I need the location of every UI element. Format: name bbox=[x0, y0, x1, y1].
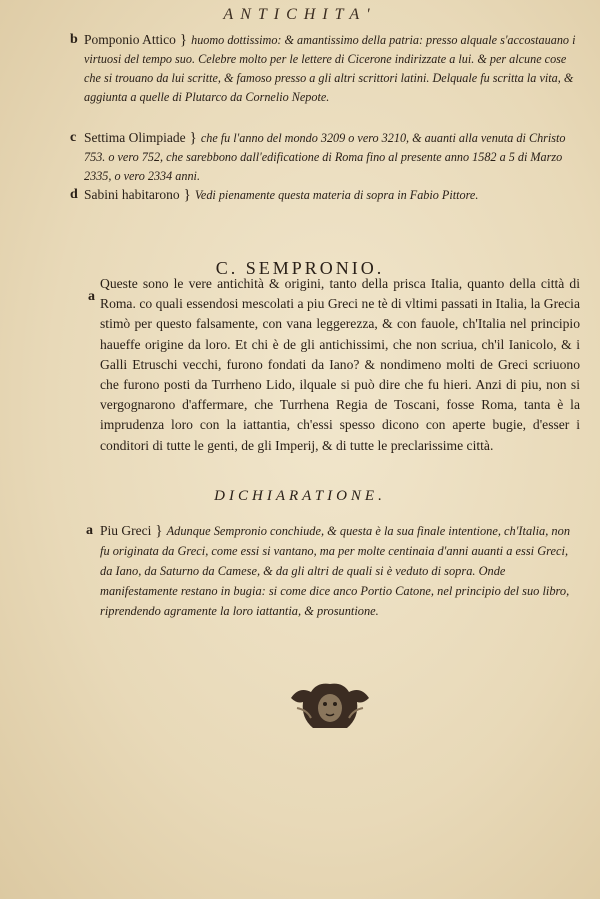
note-lemma: Settima Olimpiade bbox=[84, 130, 186, 145]
brace-glyph: } bbox=[183, 187, 191, 203]
note-key: b bbox=[70, 32, 78, 47]
note-d bbox=[70, 185, 580, 205]
note-text: Vedi pienamente questa materia di sopra in Fabio Pittore. bbox=[194, 188, 479, 202]
note-text: che fu l'anno del mondo 3209 o vero 3210, & auanti alla venuta di Christo 753. o vero 752, che sarebbono dall'edificatione di Roma fino al presente anno 1582 a 5 di Marzo 2335, o vero 2334 anni. bbox=[84, 131, 566, 183]
running-head: ANTICHITA' bbox=[223, 6, 377, 23]
note-key: a bbox=[86, 523, 93, 538]
body-marker: a bbox=[88, 289, 95, 304]
note-lemma: Piu Greci bbox=[100, 523, 152, 538]
note-b bbox=[70, 30, 580, 107]
note-a bbox=[86, 521, 582, 621]
note-key: d bbox=[70, 187, 78, 202]
brace-glyph: } bbox=[179, 32, 188, 48]
brace-glyph: } bbox=[189, 130, 197, 146]
brace-glyph: } bbox=[155, 523, 163, 539]
note-lemma: Pomponio Attico bbox=[84, 32, 176, 47]
subhead: DICHIARATIONE. bbox=[214, 488, 386, 504]
main-paragraph: Queste sono le vere antichità & origini, tanto della prisca Italia, quanto della città di Roma. co quali essendosi mescolati a piu Greci ne tè di vltimi passati in Italia, la Grecia stimò per questo falsamente, con vana leggerezza, & con fauole, ch'Italia nel principio haueffe origine da loro. Et chi è de gli antichissimi, che non scriua, ch'il Ianicolo, & i Galli Etruschi vecchi, furono fondati da Iano? & nondimeno molti de Greci scriuono che furono posti da Turrheno Lido, ilquale si può dire che fu hieri. Anzi di piu, non si vergognarono d'affermare, che Turrhena Regia de Toscani, fosse Roma, tanta è la imprudenza loro con la iattantia, ch'essi spesso dicono con aperte bugie, d'esser i conditori di tutte le genti, de gli Imperij, & di tutte le preclarissime città. bbox=[100, 276, 580, 453]
section-title: C. SEMPRONIO. bbox=[215, 258, 385, 278]
note-text: Adunque Sempronio conchiude, & questa è la sua finale intentione, ch'Italia, non fu originata da Greci, come essi si vantano, ma per molte centinaia d'anni auanti a essi Greci, da Iano, da Saturno da Camese, & da gli altri de quali si è veduto di sopra. Onde manifestamente restano in bugia: si come dice anco Portio Catone, nel principio del suo libro, riprendendo agramente la loro iattantia, & prosuntione. bbox=[100, 524, 571, 618]
note-c bbox=[70, 128, 580, 186]
main-text bbox=[100, 274, 580, 456]
note-text: huomo dottissimo: & amantissimo della patria: presso alquale s'accostauano i virtuosi del tempo suo. Celebre molto per le lettere di Cicerone indirizzate a lui. & per alcune cose che si trouano da lui scritte, & famoso presso a gli altri scrittori latini. Delquale fu scritta la vita, & aggiunta a quelle di Plutarco da Cornelio Nepote. bbox=[84, 33, 576, 104]
head-ornament-icon bbox=[287, 678, 373, 734]
note-lemma: Sabini habitarono bbox=[84, 187, 180, 202]
note-key: c bbox=[70, 130, 77, 145]
